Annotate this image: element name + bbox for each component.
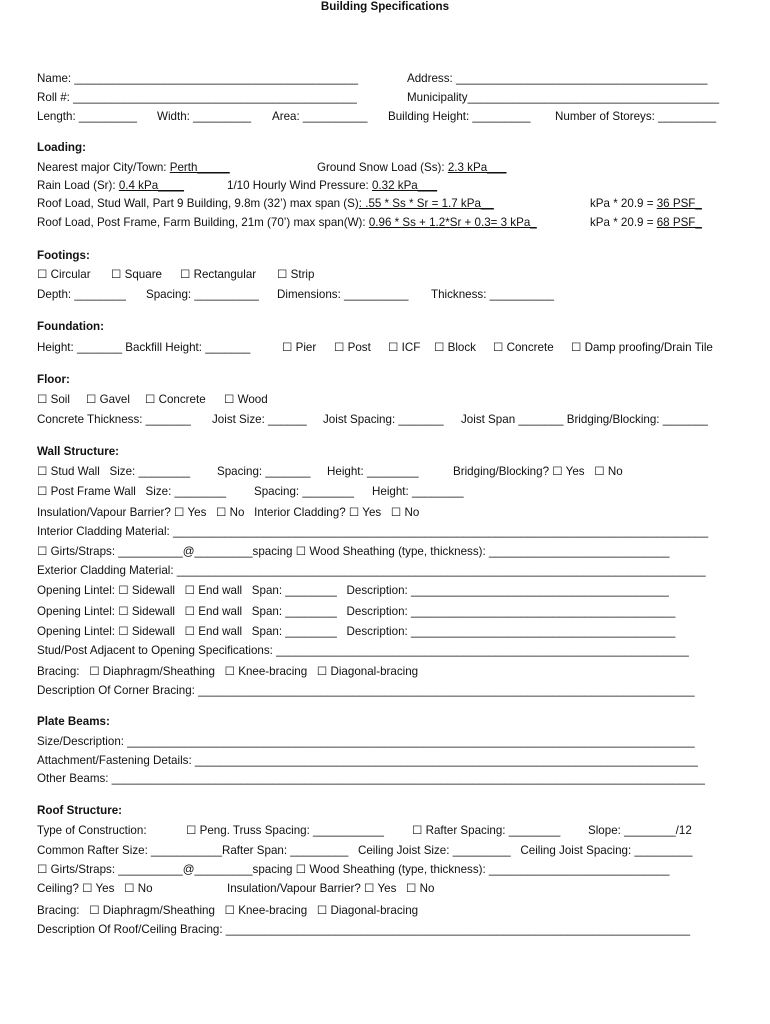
stud-wall-size-field[interactable]: ☐ Stud Wall Size: ________	[37, 465, 191, 478]
nearest-city: Nearest major City/Town: Perth_____	[37, 161, 230, 174]
length-field[interactable]: Length: _________	[37, 110, 137, 123]
roof-structure-heading: Roof Structure:	[37, 804, 123, 817]
roll-field[interactable]: Roll #: ____________________________________________	[37, 91, 357, 104]
roof-girts-straps-field[interactable]: ☐ Girts/Straps: __________@_________spacing ☐ Wood Sheathing (type, thickness): ____________________________	[37, 863, 670, 876]
opening-lintel-row-1[interactable]: Opening Lintel: ☐ Sidewall ☐ End wall Span: ________ Description: ________________________________________	[37, 584, 669, 597]
wall-girts-straps-field[interactable]: ☐ Girts/Straps: __________@_________spacing ☐ Wood Sheathing (type, thickness): ____________________________	[37, 545, 670, 558]
type-of-construction-label: Type of Construction:	[37, 824, 147, 837]
footing-square-checkbox[interactable]: ☐ Square	[111, 268, 163, 281]
corner-bracing-field[interactable]: Description Of Corner Bracing: _____________________________________________________________________________	[37, 684, 695, 697]
foundation-pier-checkbox[interactable]: ☐ Pier	[282, 341, 317, 354]
building-height-field[interactable]: Building Height: _________	[388, 110, 531, 123]
foundation-damp-proofing-checkbox[interactable]: ☐ Damp proofing/Drain Tile	[571, 341, 713, 354]
floor-wood-checkbox[interactable]: ☐ Wood	[224, 393, 268, 406]
footing-thickness-field[interactable]: Thickness: __________	[431, 288, 555, 301]
floor-gavel-checkbox[interactable]: ☐ Gavel	[86, 393, 130, 406]
roof-load-stud-wall-psf: kPa * 20.9 = 36 PSF_	[590, 197, 702, 210]
wall-insulation-row[interactable]: Insulation/Vapour Barrier? ☐ Yes ☐ No Interior Cladding? ☐ Yes ☐ No	[37, 506, 420, 519]
foundation-post-checkbox[interactable]: ☐ Post	[334, 341, 371, 354]
joist-spacing-field[interactable]: Joist Spacing: _______	[323, 413, 444, 426]
post-frame-spacing-field[interactable]: Spacing: ________	[254, 485, 354, 498]
roof-slope-field[interactable]: Slope: ________/12	[588, 824, 692, 837]
foundation-height-field[interactable]: Height: _______ Backfill Height: _______	[37, 341, 251, 354]
post-frame-height-field[interactable]: Height: ________	[372, 485, 464, 498]
area-field[interactable]: Area: __________	[272, 110, 368, 123]
wall-structure-heading: Wall Structure:	[37, 445, 120, 458]
floor-heading: Floor:	[37, 373, 70, 386]
footing-dimensions-field[interactable]: Dimensions: __________	[277, 288, 409, 301]
plate-size-description-field[interactable]: Size/Description: ________________________________________________________________________________________	[37, 735, 695, 748]
roof-ceiling-bracing-field[interactable]: Description Of Roof/Ceiling Bracing: ________________________________________________________________________	[37, 923, 691, 936]
peng-truss-spacing-field[interactable]: ☐ Peng. Truss Spacing: ___________	[186, 824, 384, 837]
floor-soil-checkbox[interactable]: ☐ Soil	[37, 393, 70, 406]
opening-lintel-row-2[interactable]: Opening Lintel: ☐ Sidewall ☐ End wall Span: ________ Description: _________________________________________	[37, 605, 676, 618]
concrete-thickness-field[interactable]: Concrete Thickness: _______	[37, 413, 191, 426]
stud-wall-spacing-field[interactable]: Spacing: _______	[217, 465, 311, 478]
other-beams-field[interactable]: Other Beams: ____________________________________________________________________________________________	[37, 772, 705, 785]
footings-heading: Footings:	[37, 249, 90, 262]
name-field[interactable]: Name: ____________________________________________	[37, 72, 359, 85]
floor-concrete-checkbox[interactable]: ☐ Concrete	[145, 393, 206, 406]
width-field[interactable]: Width: _________	[157, 110, 252, 123]
form-title: Building Specifications	[320, 0, 450, 13]
municipality-field[interactable]: Municipality_______________________________________	[407, 91, 720, 104]
joist-size-field[interactable]: Joist Size: ______	[212, 413, 307, 426]
interior-cladding-field[interactable]: Interior Cladding Material: ___________________________________________________________________________________	[37, 525, 709, 538]
footing-spacing-field[interactable]: Spacing: __________	[146, 288, 259, 301]
roof-insulation-row[interactable]: Insulation/Vapour Barrier? ☐ Yes ☐ No	[227, 882, 435, 895]
foundation-concrete-checkbox[interactable]: ☐ Concrete	[493, 341, 554, 354]
roof-load-post-frame-psf: kPa * 20.9 = 68 PSF_	[590, 216, 702, 229]
foundation-heading: Foundation:	[37, 320, 104, 333]
wall-bracing-row[interactable]: Bracing: ☐ Diaphragm/Sheathing ☐ Knee-bracing ☐ Diagonal-bracing	[37, 665, 419, 678]
foundation-icf-checkbox[interactable]: ☐ ICF	[388, 341, 421, 354]
plate-beams-heading: Plate Beams:	[37, 715, 110, 728]
ceiling-checkbox-row[interactable]: Ceiling? ☐ Yes ☐ No	[37, 882, 153, 895]
loading-heading: Loading:	[37, 141, 86, 154]
ground-snow-load: Ground Snow Load (Ss): 2.3 kPa___	[317, 161, 507, 174]
post-frame-wall-size-field[interactable]: ☐ Post Frame Wall Size: ________	[37, 485, 227, 498]
rain-load: Rain Load (Sr): 0.4 kPa____	[37, 179, 184, 192]
stud-wall-height-field[interactable]: Height: ________	[327, 465, 419, 478]
roof-load-stud-wall: Roof Load, Stud Wall, Part 9 Building, 9.8m (32’) max span (S): .55 * Ss * Sr = 1.7 kPa__	[37, 197, 494, 210]
rafter-spacing-field[interactable]: ☐ Rafter Spacing: ________	[412, 824, 561, 837]
wind-pressure: 1/10 Hourly Wind Pressure: 0.32 kPa___	[227, 179, 438, 192]
address-field[interactable]: Address: _______________________________________	[407, 72, 708, 85]
foundation-block-checkbox[interactable]: ☐ Block	[434, 341, 476, 354]
footing-circular-checkbox[interactable]: ☐ Circular	[37, 268, 91, 281]
roof-bracing-row[interactable]: Bracing: ☐ Diaphragm/Sheathing ☐ Knee-bracing ☐ Diagonal-bracing	[37, 904, 419, 917]
footing-depth-field[interactable]: Depth: ________	[37, 288, 126, 301]
exterior-cladding-field[interactable]: Exterior Cladding Material: __________________________________________________________________________________	[37, 564, 706, 577]
bridging-blocking-field[interactable]: Bridging/Blocking? ☐ Yes ☐ No	[453, 465, 623, 478]
attachment-fastening-field[interactable]: Attachment/Fastening Details: ______________________________________________________________________________	[37, 754, 698, 767]
opening-lintel-row-3[interactable]: Opening Lintel: ☐ Sidewall ☐ End wall Span: ________ Description: _________________________________________	[37, 625, 676, 638]
joist-span-field[interactable]: Joist Span _______ Bridging/Blocking: _______	[461, 413, 708, 426]
stud-post-adjacent-field[interactable]: Stud/Post Adjacent to Opening Specifications: ________________________________________________________________	[37, 644, 689, 657]
footing-rectangular-checkbox[interactable]: ☐ Rectangular	[180, 268, 257, 281]
footing-strip-checkbox[interactable]: ☐ Strip	[277, 268, 315, 281]
common-rafter-row[interactable]: Common Rafter Size: ___________Rafter Span: _________ Ceiling Joist Size: _________ Ceiling Joist Spacing: _________	[37, 844, 693, 857]
roof-load-post-frame: Roof Load, Post Frame, Farm Building, 21m (70’) max span(W): 0.96 * Ss + 1.2*Sr + 0.3= 3 kPa_	[37, 216, 537, 229]
storeys-field[interactable]: Number of Storeys: _________	[555, 110, 717, 123]
